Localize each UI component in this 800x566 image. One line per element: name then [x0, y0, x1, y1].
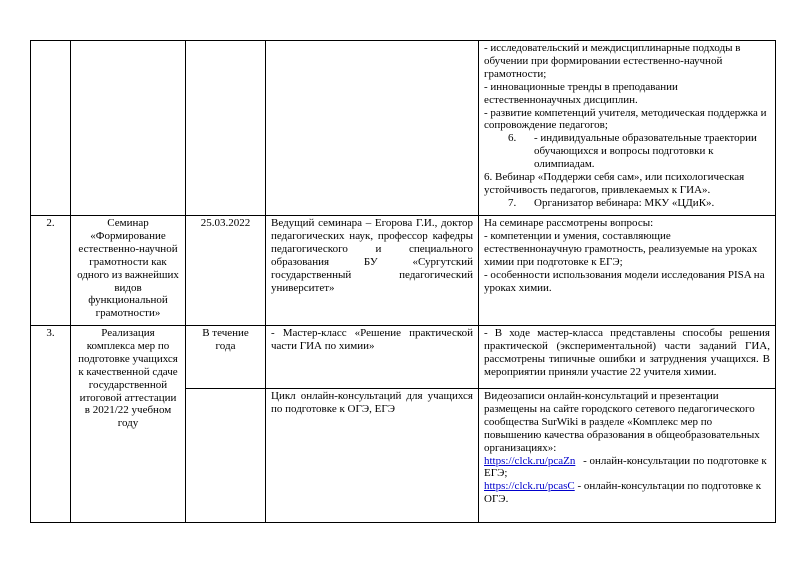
cell-row3a-date: В течение года	[186, 326, 266, 389]
numbered-item-7	[484, 197, 770, 210]
paragraph: - исследовательский и междисциплинарные подходы в обучении при формировании естественно-научной грамотности;	[484, 42, 741, 80]
numbered-item-6	[484, 132, 770, 171]
cell-row1-num	[31, 41, 71, 216]
cell-row2-topic: Семинар «Формирование естественно-научной грамотности как одного из важнейших видов функциональной грамотности»	[71, 216, 186, 326]
item-text: Организатор вебинара: МКУ «ЦДиК».	[534, 196, 715, 209]
link-line-ege	[484, 455, 770, 481]
oge-consultations-link[interactable]: https://clck.ru/pcasC	[484, 480, 575, 493]
cell-row2-date: 25.03.2022	[186, 216, 266, 326]
cell-row1-details	[266, 41, 479, 216]
item-number: 7.	[508, 196, 517, 209]
cell-row1-results	[479, 41, 776, 216]
cell-row3b-results	[479, 389, 776, 523]
cell-row3a-results: - В ходе мастер-класса представлены способы решения практической (экспериментальной) части заданий ГИА, рассмотрены типичные ошибки и затруднения учащихся. В мероприятии приняли участие 22 учителя химии.	[479, 326, 776, 389]
ege-consultations-link[interactable]: https://clck.ru/pcaZn	[484, 454, 576, 467]
paragraph: Видеозаписи онлайн-консультаций и презентации размещены на сайте городского сетевого педагогического сообщества SurWiki в разделе «Комплекс мер по повышению качества образования в общеобразовательных организациях»:	[484, 390, 760, 454]
cell-row2-details: Ведущий семинара – Егорова Г.И., доктор педагогических наук, профессор кафедры педагогического и специального образования БУ «Сургутский государственный педагогический университет»	[266, 216, 479, 326]
paragraph: - инновационные тренды в преподавании естественнонаучных дисциплин.	[484, 80, 678, 106]
table-row-3-sub-1	[31, 326, 776, 389]
table-row-2	[31, 216, 776, 326]
paragraph: - развитие компетенций учителя, методическая поддержка и сопровождение педагогов;	[484, 106, 767, 132]
cell-row3b-date	[186, 389, 266, 523]
link-description: - онлайн-консультации по подготовке к ЕГЭ;	[484, 454, 767, 480]
cell-row2-num: 2.	[31, 216, 71, 326]
cell-row1-topic	[71, 41, 186, 216]
paragraph: - особенности использования модели исследования PISA на уроках химии.	[484, 268, 765, 294]
cell-row2-results	[479, 216, 776, 326]
cell-row3-num: 3.	[31, 326, 71, 523]
paragraph: 6. Вебинар «Поддержи себя сам», или психологическая устойчивость педагогов, привлекаемых к ГИА».	[484, 171, 745, 196]
link-description: - онлайн-консультации по подготовке к ОГЭ.	[484, 480, 762, 506]
paragraph: - компетенции и умения, составляющие естественнонаучную грамотность, реализуемые на уроках химии при подготовке к ЕГЭ;	[484, 229, 758, 268]
item-text: - индивидуальные образовательные траектории обучающихся и вопросы подготовки к олимпиадам.	[534, 132, 757, 171]
cell-row3a-details: - Мастер-класс «Решение практической части ГИА по химии»	[266, 326, 479, 389]
paragraph: На семинаре рассмотрены вопросы:	[484, 217, 654, 229]
cell-row3b-details: Цикл онлайн-консультаций для учащихся по подготовке к ОГЭ, ЕГЭ	[266, 389, 479, 523]
events-table	[30, 40, 776, 523]
cell-row3-topic: Реализация комплекса мер по подготовке учащихся к качественной сдаче государственной итоговой аттестации в 2021/22 учебном году	[71, 326, 186, 523]
table-row-1	[31, 41, 776, 216]
link-line-oge	[484, 480, 770, 506]
cell-row1-date	[186, 41, 266, 216]
item-number: 6.	[508, 132, 517, 145]
